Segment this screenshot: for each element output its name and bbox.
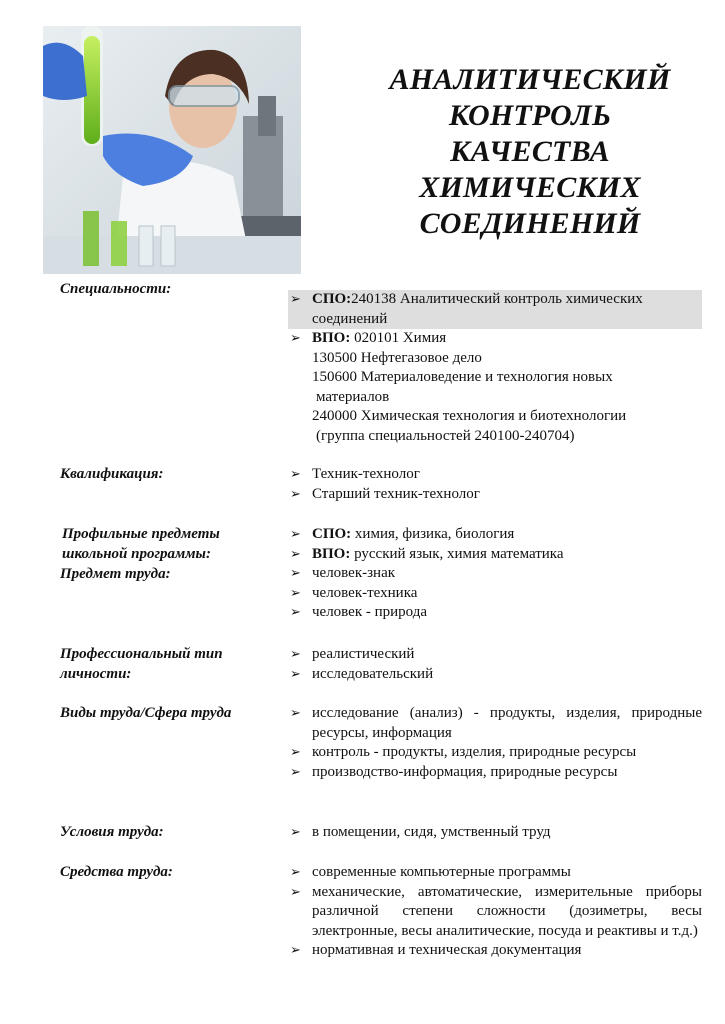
- bullet-icon: ➢: [290, 292, 301, 307]
- list-item: [290, 603, 702, 623]
- qualification-label: Квалификация:: [60, 466, 164, 482]
- spo-prefix: СПО:: [312, 291, 352, 307]
- vpo-line: материалов: [316, 388, 390, 405]
- list-item: [290, 863, 702, 883]
- subjects-list: [290, 525, 702, 623]
- specialty-spo: [288, 290, 702, 329]
- item-text: Техник-технолог: [312, 466, 420, 482]
- item-text: в помещении, сидя, умственный труд: [312, 824, 551, 840]
- list-item: [290, 584, 702, 604]
- specialties-list: [290, 290, 702, 446]
- bullet-icon: ➢: [290, 884, 301, 900]
- bullet-icon: ➢: [290, 865, 301, 880]
- item-text: человек - природа: [312, 604, 428, 620]
- item-text: исследовательский: [312, 665, 434, 682]
- list-item: [290, 823, 702, 843]
- specialties-label: Специальности:: [60, 281, 172, 297]
- qualification-list: [290, 465, 702, 504]
- item-text: человек-техника: [312, 584, 418, 601]
- item-text: современные компьютерные программы: [312, 864, 571, 880]
- bullet-icon: ➢: [290, 467, 301, 482]
- bullet-icon: ➢: [290, 331, 301, 346]
- list-item: [290, 704, 702, 743]
- conditions-label: Условия труда:: [60, 824, 164, 840]
- title-line: СОЕДИНЕНИЙ: [419, 207, 641, 240]
- item-text: химия, физика, биология: [351, 526, 515, 542]
- bullet-icon: ➢: [290, 527, 301, 542]
- bullet-icon: ➢: [290, 566, 301, 581]
- page-title: [385, 62, 675, 242]
- list-item: [290, 485, 702, 505]
- tools-list: [290, 863, 702, 961]
- list-item: [290, 545, 702, 565]
- vpo-text: 020101 Химия: [350, 330, 447, 346]
- conditions-list: [290, 823, 702, 843]
- bullet-icon: ➢: [290, 605, 301, 620]
- item-text: человек-знак: [312, 565, 396, 581]
- chemist-photo: [43, 26, 301, 274]
- bullet-icon: ➢: [290, 825, 301, 840]
- title-line: ХИМИЧЕСКИХ: [419, 171, 641, 204]
- vpo-prefix: ВПО:: [312, 545, 351, 562]
- vpo-line: 150600 Материаловедение и технология новых: [312, 369, 613, 385]
- list-item: [290, 665, 702, 685]
- subjects-label-2: школьной программы:: [62, 546, 211, 562]
- bullet-icon: ➢: [290, 647, 301, 662]
- bullet-icon: ➢: [290, 666, 301, 682]
- title-line: КАЧЕСТВА: [450, 135, 610, 168]
- bullet-icon: ➢: [290, 706, 301, 721]
- list-item: [290, 763, 702, 783]
- title-line: АНАЛИТИЧЕСКИЙ: [389, 63, 671, 96]
- list-item: [290, 645, 702, 665]
- vpo-line: 130500 Нефтегазовое дело: [312, 349, 482, 366]
- list-item: [290, 465, 702, 485]
- specialty-vpo: [290, 329, 702, 349]
- item-text: производство-информация, природные ресурсы: [312, 763, 618, 780]
- item-text: реалистический: [312, 646, 415, 662]
- vpo-prefix: ВПО:: [312, 330, 351, 346]
- title-line: КОНТРОЛЬ: [448, 99, 612, 132]
- spo-text: 240138 Аналитический контроль химических соединений: [312, 291, 643, 327]
- list-item: [290, 564, 702, 584]
- bullet-icon: ➢: [290, 943, 301, 958]
- list-item: [290, 743, 702, 763]
- tools-label: Средства труда:: [60, 864, 173, 880]
- bullet-icon: ➢: [290, 486, 301, 502]
- bullet-icon: ➢: [290, 764, 301, 780]
- item-text: исследование (анализ) - продукты, изделия, природные ресурсы, информация: [312, 705, 702, 741]
- subjects-label-1: Профильные предметы: [62, 526, 220, 542]
- personality-list: [290, 645, 702, 684]
- personality-label-2: личности:: [60, 666, 132, 682]
- bullet-icon: ➢: [290, 546, 301, 562]
- work-subject-label: Предмет труда:: [60, 566, 171, 582]
- vpo-line: 240000 Химическая технология и биотехнологии: [312, 408, 627, 424]
- item-text: русский язык, химия математика: [350, 545, 564, 562]
- vpo-line: (группа специальностей 240100-240704): [316, 427, 575, 444]
- list-item: [290, 525, 702, 545]
- personality-label-1: Профессиональный тип: [60, 646, 223, 662]
- work-types-list: [290, 704, 702, 782]
- list-item: [290, 941, 702, 961]
- list-item: [290, 883, 702, 942]
- item-text: механические, автоматические, измерительные приборы различной степени сложности (дозиметры, весы электронные, весы аналитические, посуда и реактивы и т.д.): [312, 883, 702, 939]
- work-types-label: Виды труда/Сфера труда: [60, 705, 232, 721]
- bullet-icon: ➢: [290, 585, 301, 601]
- spo-prefix: СПО:: [312, 526, 352, 542]
- item-text: нормативная и техническая документация: [312, 942, 582, 958]
- item-text: контроль - продукты, изделия, природные ресурсы: [312, 744, 637, 760]
- bullet-icon: ➢: [290, 745, 301, 760]
- item-text: Старший техник-технолог: [312, 485, 480, 502]
